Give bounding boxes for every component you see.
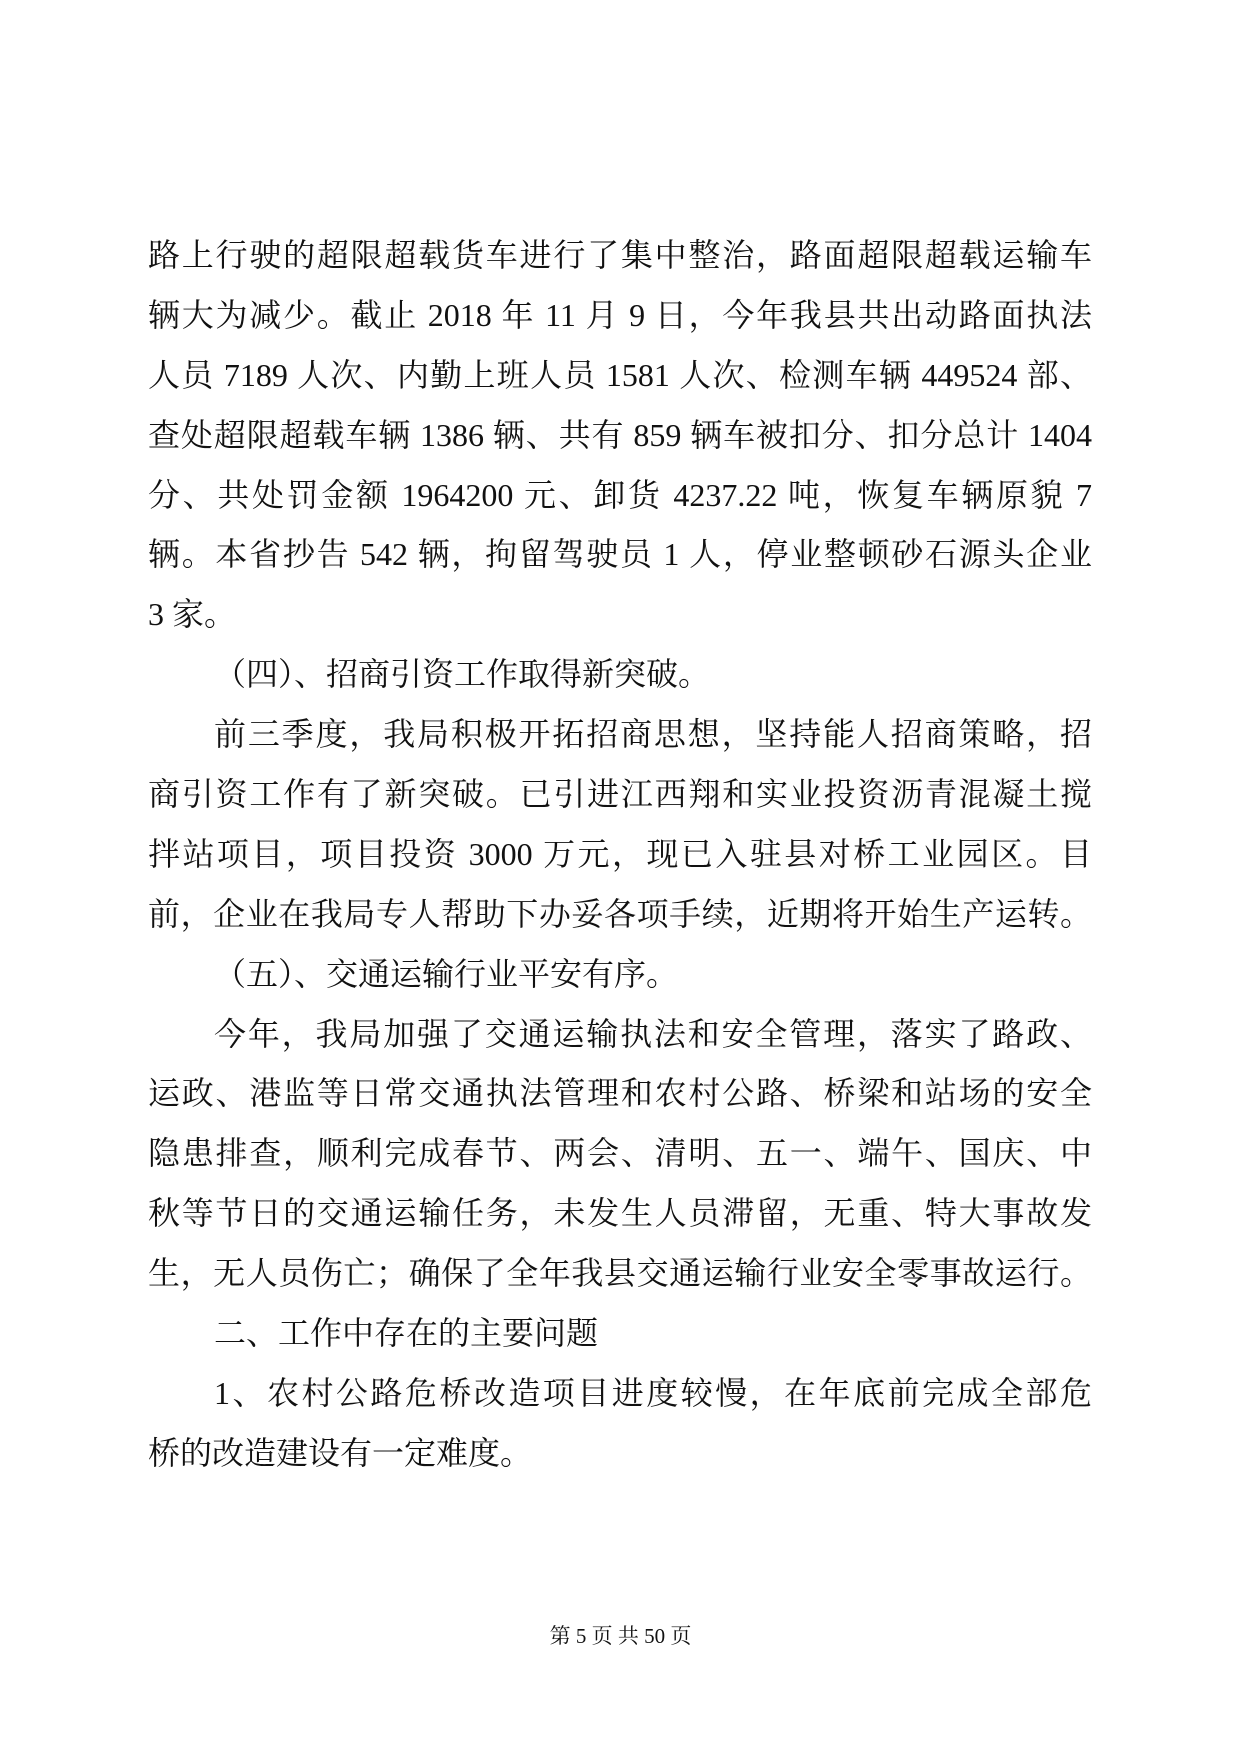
text-line: （五）、交通运输行业平安有序。	[214, 955, 679, 992]
text-line: 商引资工作有了新突破。已引进江西翔和实业投资沥青混凝土搅	[148, 776, 1092, 813]
text-line: 生，无人员伤亡；确保了全年我县交通运输行业安全零事故运行。	[148, 1255, 1092, 1292]
text-line: 二、工作中存在的主要问题	[214, 1315, 599, 1352]
text-line: 分、共处罚金额 1964200 元、卸货 4237.22 吨，恢复车辆原貌 7	[148, 476, 1092, 513]
text-line: 3 家。	[148, 596, 237, 633]
text-line: 今年，我局加强了交通运输执法和安全管理，落实了路政、	[214, 1015, 1092, 1052]
page-footer: 第 5 页 共 50 页	[549, 1624, 692, 1648]
text-line: 秋等节日的交通运输任务，未发生人员滞留，无重、特大事故发	[148, 1195, 1092, 1232]
text-line: 辆。本省抄告 542 辆，拘留驾驶员 1 人，停业整顿砂石源头企业	[148, 536, 1092, 573]
text-line: （四）、招商引资工作取得新突破。	[214, 656, 711, 693]
text-line: 1、农村公路危桥改造项目进度较慢，在年底前完成全部危	[214, 1374, 1092, 1411]
text-line: 辆大为减少。截止 2018 年 11 月 9 日，今年我县共出动路面执法	[148, 296, 1092, 333]
text-line: 查处超限超载车辆 1386 辆、共有 859 辆车被扣分、扣分总计 1404	[148, 416, 1092, 453]
text-line: 前，企业在我局专人帮助下办妥各项手续，近期将开始生产运转。	[148, 895, 1092, 932]
text-line: 隐患排查，顺利完成春节、两会、清明、五一、端午、国庆、中	[148, 1135, 1092, 1172]
text-line: 前三季度，我局积极开拓招商思想，坚持能人招商策略，招	[214, 716, 1092, 753]
text-line: 运政、港监等日常交通执法管理和农村公路、桥梁和站场的安全	[148, 1075, 1092, 1112]
text-line: 桥的改造建设有一定难度。	[148, 1434, 533, 1471]
text-line: 人员 7189 人次、内勤上班人员 1581 人次、检测车辆 449524 部、	[148, 356, 1092, 393]
body-text	[148, 226, 1092, 1484]
text-line: 拌站项目，项目投资 3000 万元，现已入驻县对桥工业园区。目	[148, 835, 1092, 872]
text-line: 路上行驶的超限超载货车进行了集中整治，路面超限超载运输车	[148, 237, 1092, 273]
